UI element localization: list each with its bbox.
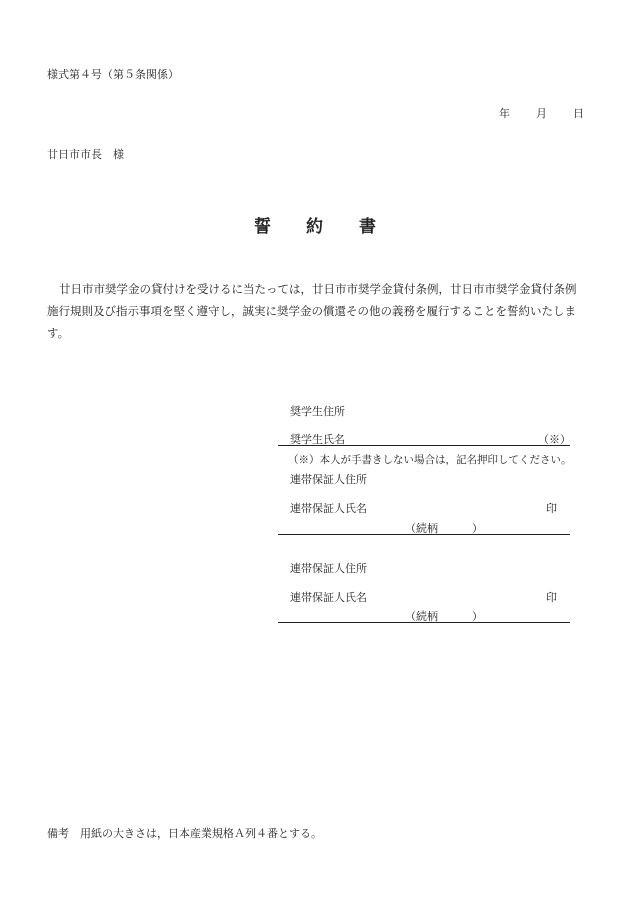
student-note: （※）本人が手書きしない場合は，記名押印してください。 xyxy=(288,454,572,466)
title-char-3: 書 xyxy=(359,217,376,237)
student-name-line xyxy=(278,445,570,446)
title-char-2: 約 xyxy=(306,217,323,237)
date-day: 日 xyxy=(573,107,584,120)
guarantor2-address-label: 連帯保証人住所 xyxy=(290,562,367,575)
student-mark: （※） xyxy=(538,433,571,446)
guarantor2-seal: 印 xyxy=(546,591,557,604)
guarantor1-relation-close: ） xyxy=(472,522,483,535)
guarantor1-address-label: 連帯保証人住所 xyxy=(290,473,367,486)
guarantor1-line xyxy=(278,534,570,535)
date-year: 年 xyxy=(499,107,510,120)
student-name-label: 奨学生氏名 xyxy=(290,433,345,446)
guarantor2-line xyxy=(278,622,570,623)
title-char-1: 誓 xyxy=(254,217,271,237)
student-address-label: 奨学生住所 xyxy=(290,405,345,418)
date-month: 月 xyxy=(536,107,547,120)
footer-remark: 備考 用紙の大きさは，日本産業規格Ａ列４番とする。 xyxy=(47,827,322,840)
guarantor1-seal: 印 xyxy=(546,502,557,515)
guarantor2-relation-open: （続柄 xyxy=(405,610,438,623)
guarantor1-name-label: 連帯保証人氏名 xyxy=(290,502,367,515)
guarantor2-relation-close: ） xyxy=(472,610,483,623)
pledge-body: 廿日市市奨学金の貸付けを受けるに当たっては，廿日市市奨学金貸付条例，廿日市市奨学金貸付条例施行規則及び指示事項を堅く遵守し，誠実に奨学金の償還その他の義務を履行することを誓約いたします。 xyxy=(47,282,577,340)
guarantor2-name-label: 連帯保証人氏名 xyxy=(290,591,367,604)
guarantor1-relation-open: （続柄 xyxy=(405,522,438,535)
addressee: 廿日市市長 様 xyxy=(47,148,124,161)
form-number: 様式第４号（第５条関係） xyxy=(47,68,179,81)
